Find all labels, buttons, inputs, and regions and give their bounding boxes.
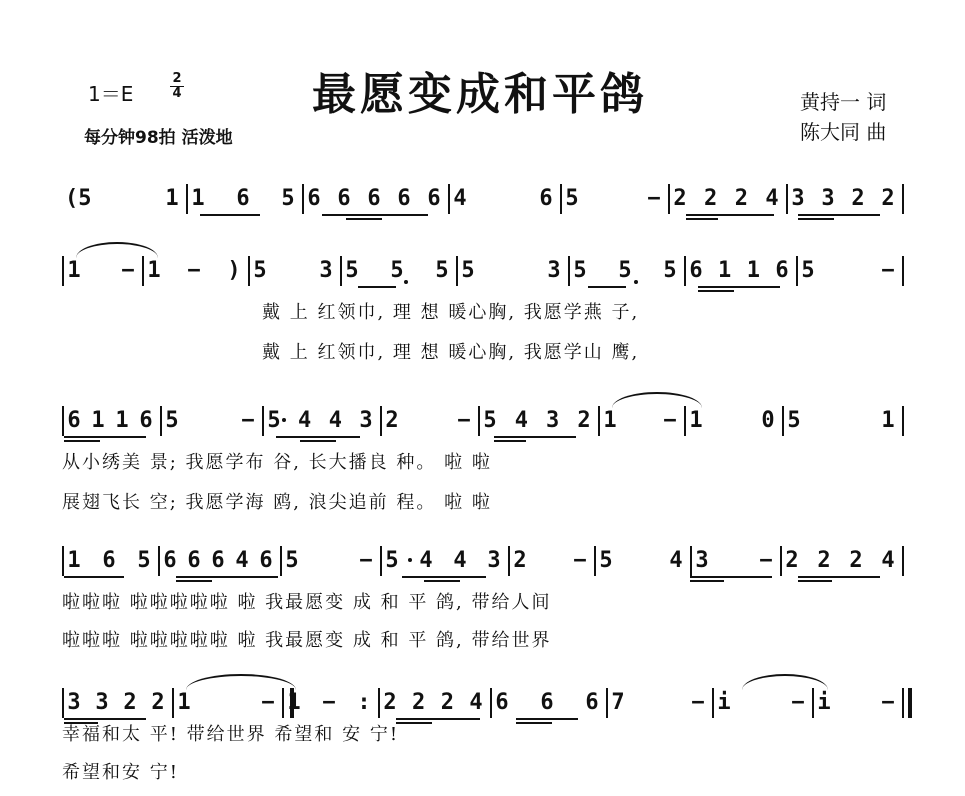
note: 2 [151,690,165,715]
dot-mark [404,280,408,284]
note: 3 [547,258,561,283]
barline [684,256,686,286]
note: 3 [821,186,835,211]
note: 1 [91,408,105,433]
note: 4 [453,548,467,573]
barline [598,406,600,436]
note: 2 [577,408,591,433]
note: : [357,690,371,715]
time-signature [168,72,186,101]
note: 2 [385,408,399,433]
beam-underline [118,436,146,438]
barline [62,546,64,576]
barline [902,688,904,718]
note: 1 [67,548,81,573]
note: i [817,690,831,715]
final-barline [908,688,912,718]
note: 5 [787,408,801,433]
barline [158,546,160,576]
beam-underline [424,580,460,582]
tie-arc [742,674,828,690]
note: 5 [435,258,449,283]
beam-underline [686,218,718,220]
beam-underline [798,218,834,220]
note: 5 [801,258,815,283]
note: − [121,258,135,283]
note: 6 [689,258,703,283]
note: − [691,690,705,715]
barline [782,406,784,436]
note: 1 [115,408,129,433]
lyric-line: 从小绣美 景; 我愿学布 谷, 长大播良 种。 啦 啦 [62,452,492,473]
note: − [791,690,805,715]
note: 6 [259,548,273,573]
composer-credit: 陈大同 曲 [800,120,887,144]
barline [62,688,64,718]
note: 4 [235,548,249,573]
barline [668,184,670,214]
beam-underline [402,576,486,578]
barline [812,688,814,718]
note: 2 [412,690,426,715]
note: 5 [663,258,677,283]
note: 4 [453,186,467,211]
lyric-line: 啦啦啦 啦啦啦啦啦 啦 我最愿变 成 和 平 鸽, 带给人间 [62,592,552,613]
beam-underline [64,576,124,578]
barline [594,546,596,576]
barline [490,688,492,718]
note: 5 [385,548,399,573]
lyric-line: 幸福和太 平! 带给世界 希望和 安 宁! [62,724,400,745]
barline [560,184,562,214]
note: 5 [267,408,281,433]
barline [690,546,692,576]
barline [448,184,450,214]
barline [684,406,686,436]
barline [262,406,264,436]
note: 6 [367,186,381,211]
tempo-marking: 每分钟98拍 活泼地 [84,128,233,148]
note: (5 [65,186,92,211]
note: 2 [881,186,895,211]
barline [280,546,282,576]
note: 6 [495,690,509,715]
note: 6 [775,258,789,283]
note: − [187,258,201,283]
beam-underline [64,440,100,442]
beam-underline [176,580,212,582]
note: 6 [539,186,553,211]
note: 6 [102,548,116,573]
beam-underline [404,214,428,216]
barline [568,256,570,286]
barline [508,546,510,576]
barline [902,184,904,214]
beam-underline [698,290,734,292]
key-signature: 1＝E [88,82,134,106]
note: 6 [163,548,177,573]
barline [456,256,458,286]
note: 1 [67,258,81,283]
note: 6 [307,186,321,211]
barline [902,546,904,576]
barline [302,184,304,214]
beam-underline [690,576,772,578]
note: 3 [319,258,333,283]
beam-underline [516,722,552,724]
lyric-line: 希望和安 宁! [62,762,179,783]
note: 5 [483,408,497,433]
note: 1 [718,258,732,283]
note: 5 [461,258,475,283]
beam-underline [276,436,360,438]
dot-mark [282,418,286,422]
note: − [261,690,275,715]
note: − [881,258,895,283]
note: 2 [704,186,718,211]
note: 2 [513,548,527,573]
note: − [457,408,471,433]
time-bottom: 4 [172,86,182,101]
barline [248,256,250,286]
note: − [881,690,895,715]
note: 6 [236,186,250,211]
barline [62,256,64,286]
note: 2 [123,690,137,715]
barline [478,406,480,436]
note: 4 [469,690,483,715]
barline [282,688,284,718]
note: 1 [603,408,617,433]
note: 2 [383,690,397,715]
note: 5 [390,258,404,283]
note: 6 [337,186,351,211]
note: 4 [765,186,779,211]
barline [186,184,188,214]
dot-mark [408,558,412,562]
note: − [241,408,255,433]
note: 3 [487,548,501,573]
note: 2 [851,186,865,211]
beam-underline [346,218,382,220]
barline [780,546,782,576]
note: 2 [440,690,454,715]
beam-underline [234,576,278,578]
note: 4 [669,548,683,573]
barline [380,546,382,576]
note: 1 [147,258,161,283]
beam-underline [690,580,724,582]
note: 1 [287,690,301,715]
note: 2 [849,548,863,573]
barline [606,688,608,718]
barline [62,406,64,436]
note: 2 [785,548,799,573]
note: 6 [427,186,441,211]
note: 6 [187,548,201,573]
note: − [647,186,661,211]
note: 2 [673,186,687,211]
tie-arc [612,392,702,408]
note: 1 [177,690,191,715]
note: 1 [689,408,703,433]
note: 4 [881,548,895,573]
barline [902,406,904,436]
note: 5 [253,258,267,283]
note: 0 [761,408,775,433]
lyric-line: 展翅飞长 空; 我愿学海 鸥, 浪尖追前 程。 啦 啦 [62,492,492,513]
note: 4 [328,408,342,433]
note: 5 [137,548,151,573]
barline [172,688,174,718]
note: 3 [95,690,109,715]
note: 6 [540,690,554,715]
beam-underline [752,286,780,288]
beam-underline [396,722,432,724]
note: 5 [285,548,299,573]
barline [786,184,788,214]
lyric-line: 戴 上 红领巾, 理 想 暖心胸, 我愿学燕 子, [262,302,640,323]
beam-underline [798,580,832,582]
note: 5 [599,548,613,573]
note: 5 [618,258,632,283]
note: 7 [611,690,625,715]
barline [142,256,144,286]
beam-underline [850,576,880,578]
note: 6 [397,186,411,211]
note: i [717,690,731,715]
note: − [759,548,773,573]
note: 3 [546,408,560,433]
note: 3 [695,548,709,573]
song-title: 最愿变成和平鸽 [312,69,648,120]
note: 3 [791,186,805,211]
beam-underline [494,440,526,442]
note: 5 [565,186,579,211]
note: − [573,548,587,573]
note: 3 [359,408,373,433]
beam-underline [300,440,336,442]
note: 2 [734,186,748,211]
beam-underline [856,214,880,216]
barline [160,406,162,436]
note: − [322,690,336,715]
note: 1 [746,258,760,283]
barline [378,688,380,718]
note: 4 [298,408,312,433]
lyric-line: 啦啦啦 啦啦啦啦啦 啦 我最愿变 成 和 平 鸽, 带给世界 [62,630,552,651]
note: 1 [165,186,179,211]
note: 4 [419,548,433,573]
note: − [663,408,677,433]
lyricist-credit: 黄持一 词 [800,90,887,114]
note: 5 [345,258,359,283]
note: ) [227,258,241,283]
beam-underline [358,286,396,288]
barline [340,256,342,286]
note: 5 [281,186,295,211]
tie-arc [76,242,158,258]
note: 6 [211,548,225,573]
beam-underline [516,718,578,720]
barline [712,688,714,718]
note: 6 [139,408,153,433]
barline [796,256,798,286]
beam-underline [452,718,480,720]
note: 1 [191,186,205,211]
barline [902,256,904,286]
note: 1 [881,408,895,433]
note: 5 [573,258,587,283]
note: 6 [585,690,599,715]
time-top: 2 [172,71,182,86]
beam-underline [740,214,774,216]
barline [380,406,382,436]
note: 4 [514,408,528,433]
note: 3 [67,690,81,715]
tie-arc [186,674,296,690]
note: 2 [817,548,831,573]
note: 6 [67,408,81,433]
dot-mark [634,280,638,284]
beam-underline [542,436,576,438]
note: 5 [165,408,179,433]
lyric-line: 戴 上 红领巾, 理 想 暖心胸, 我愿学山 鹰, [262,342,640,363]
beam-underline [588,286,626,288]
note: − [359,548,373,573]
beam-underline [200,214,260,216]
